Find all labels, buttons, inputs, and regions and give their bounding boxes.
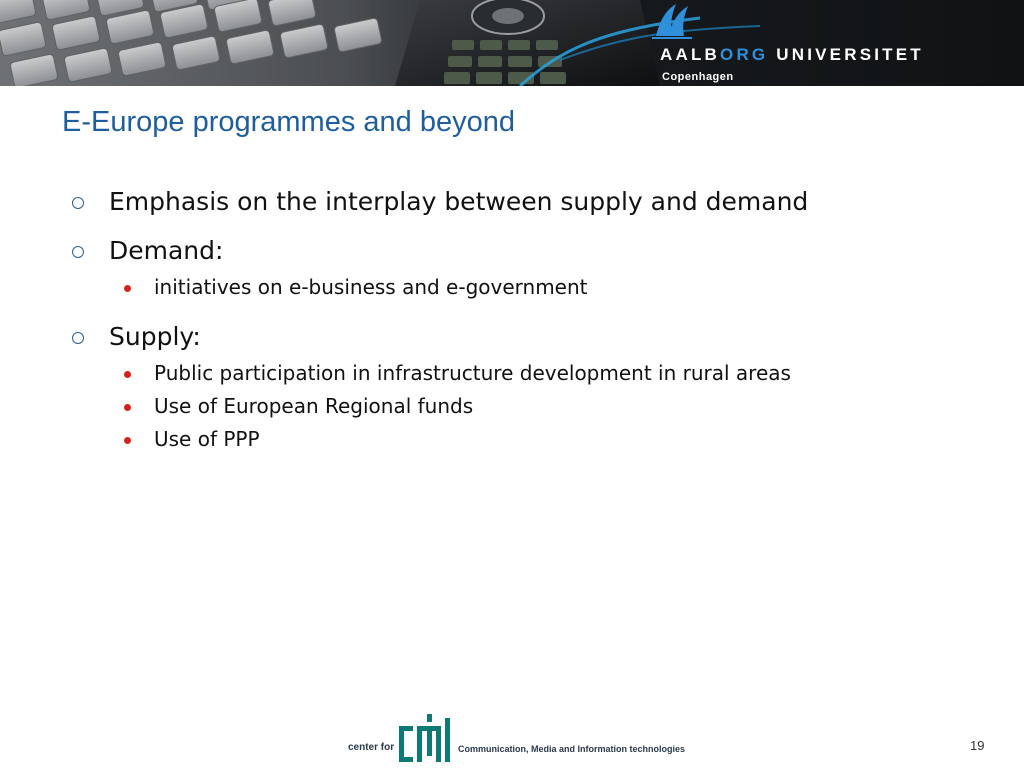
university-logo bbox=[650, 0, 1024, 86]
dot-bullet-icon bbox=[124, 404, 131, 411]
sub-bullet-item bbox=[109, 271, 970, 304]
bullet-text: Demand: bbox=[109, 236, 224, 265]
footer-cmi-logo bbox=[348, 712, 688, 764]
sub-bullet-list bbox=[109, 271, 970, 304]
bullet-text: Emphasis on the interplay between supply and demand bbox=[109, 187, 809, 216]
university-name: AALBORG UNIVERSITET bbox=[660, 45, 924, 64]
page-number: 19 bbox=[970, 738, 985, 753]
bullet-item bbox=[70, 186, 970, 218]
dot-bullet-icon bbox=[124, 437, 131, 444]
dot-bullet-icon bbox=[124, 371, 131, 378]
ring-bullet-icon bbox=[72, 197, 84, 209]
bullet-item bbox=[70, 321, 970, 456]
sub-bullet-text: Use of PPP bbox=[154, 427, 260, 451]
footer-prefix: center for bbox=[348, 742, 395, 753]
bullet-text: Supply: bbox=[109, 322, 201, 351]
dot-bullet-icon bbox=[124, 285, 131, 292]
bullet-item bbox=[70, 235, 970, 304]
ring-bullet-icon bbox=[72, 246, 84, 258]
cmi-logo-icon bbox=[397, 712, 453, 764]
university-wave-icon bbox=[650, 0, 694, 40]
header-banner bbox=[0, 0, 1024, 86]
bullet-list bbox=[70, 186, 970, 473]
sub-bullet-text: Use of European Regional funds bbox=[154, 394, 474, 418]
footer-full-name: Communication, Media and Information technologies bbox=[458, 744, 686, 754]
ring-bullet-icon bbox=[72, 332, 84, 344]
slide-title: E-Europe programmes and beyond bbox=[62, 106, 515, 138]
sub-bullet-item bbox=[109, 423, 970, 456]
sub-bullet-item bbox=[109, 390, 970, 423]
sub-bullet-item bbox=[109, 357, 970, 390]
sub-bullet-text: initiatives on e-business and e-government bbox=[154, 275, 588, 299]
sub-bullet-list bbox=[109, 357, 970, 456]
campus-name: Copenhagen bbox=[662, 71, 734, 83]
sub-bullet-text: Public participation in infrastructure development in rural areas bbox=[154, 361, 791, 385]
